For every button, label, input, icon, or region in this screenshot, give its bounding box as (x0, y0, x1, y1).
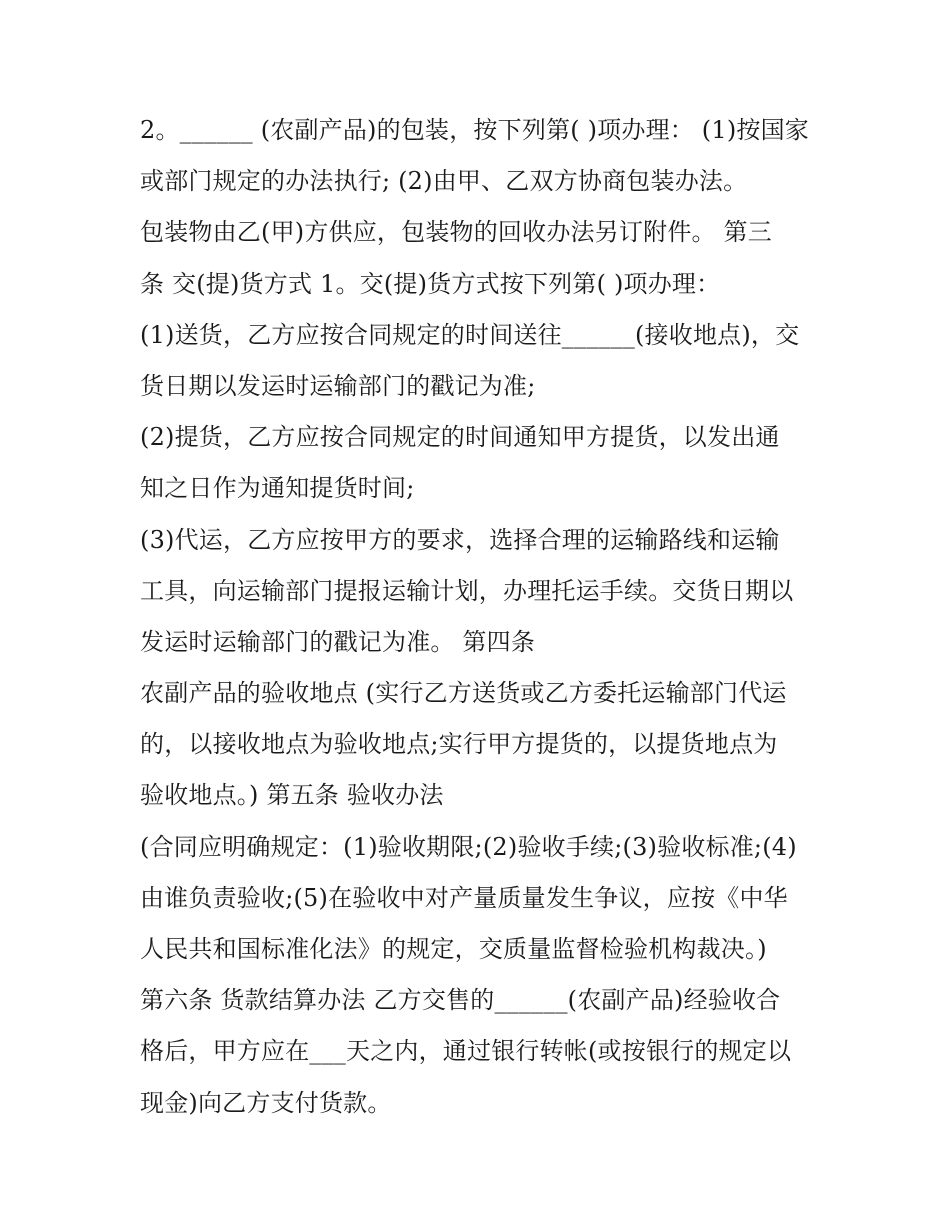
text-line: 的，以接收地点为验收地点;实行甲方提货的，以提货地点为 (140, 730, 778, 759)
text-line: 包装物由乙(甲)方供应，包装物的回收办法另订附件。 第三 (140, 218, 772, 247)
text-line: (2)提货，乙方应按合同规定的时间通知甲方提货，以发出通 (140, 423, 780, 452)
text-line: (1)送货，乙方应按合同规定的时间送往______(接收地点)，交 (140, 320, 800, 349)
text-line: 格后，甲方应在___天之内，通过银行转帐(或按银行的规定以 (140, 1037, 792, 1066)
text-line: 或部门规定的办法执行; (2)由甲、乙双方协商包装办法。 (140, 167, 748, 196)
text-line: 条 交(提)货方式 1。交(提)货方式按下列第( )项办理： (140, 269, 721, 298)
text-line: 第六条 货款结算办法 乙方交售的______(农副产品)经验收合 (140, 986, 781, 1015)
text-line: 工具，向运输部门提报运输计划，办理托运手续。交货日期以 (140, 576, 794, 605)
text-line: 2。______ (农副产品)的包装，按下列第( )项办理： (1)按国家 (140, 116, 810, 144)
document-body (140, 105, 820, 1129)
text-line: (3)代运，乙方应按甲方的要求，选择合理的运输路线和运输 (140, 525, 780, 554)
text-line: 货日期以发运时运输部门的戳记为准; (140, 371, 536, 400)
text-line: 验收地点。) 第五条 验收办法 (140, 781, 444, 810)
text-line: 农副产品的验收地点 (实行乙方送货或乙方委托运输部门代运 (140, 679, 787, 708)
text-line: 知之日作为通知提货时间; (140, 474, 415, 503)
text-line: 由谁负责验收;(5)在验收中对产量质量发生争议，应按《中华 (140, 883, 788, 912)
text-line: (合同应明确规定：(1)验收期限;(2)验收手续;(3)验收标准;(4) (140, 832, 797, 861)
text-line: 人民共和国标准化法》的规定，交质量监督检验机构裁决。) (140, 935, 767, 963)
text-line: 发运时运输部门的戳记为准。 第四条 (140, 627, 536, 656)
text-line: 现金)向乙方支付货款。 (140, 1088, 392, 1117)
